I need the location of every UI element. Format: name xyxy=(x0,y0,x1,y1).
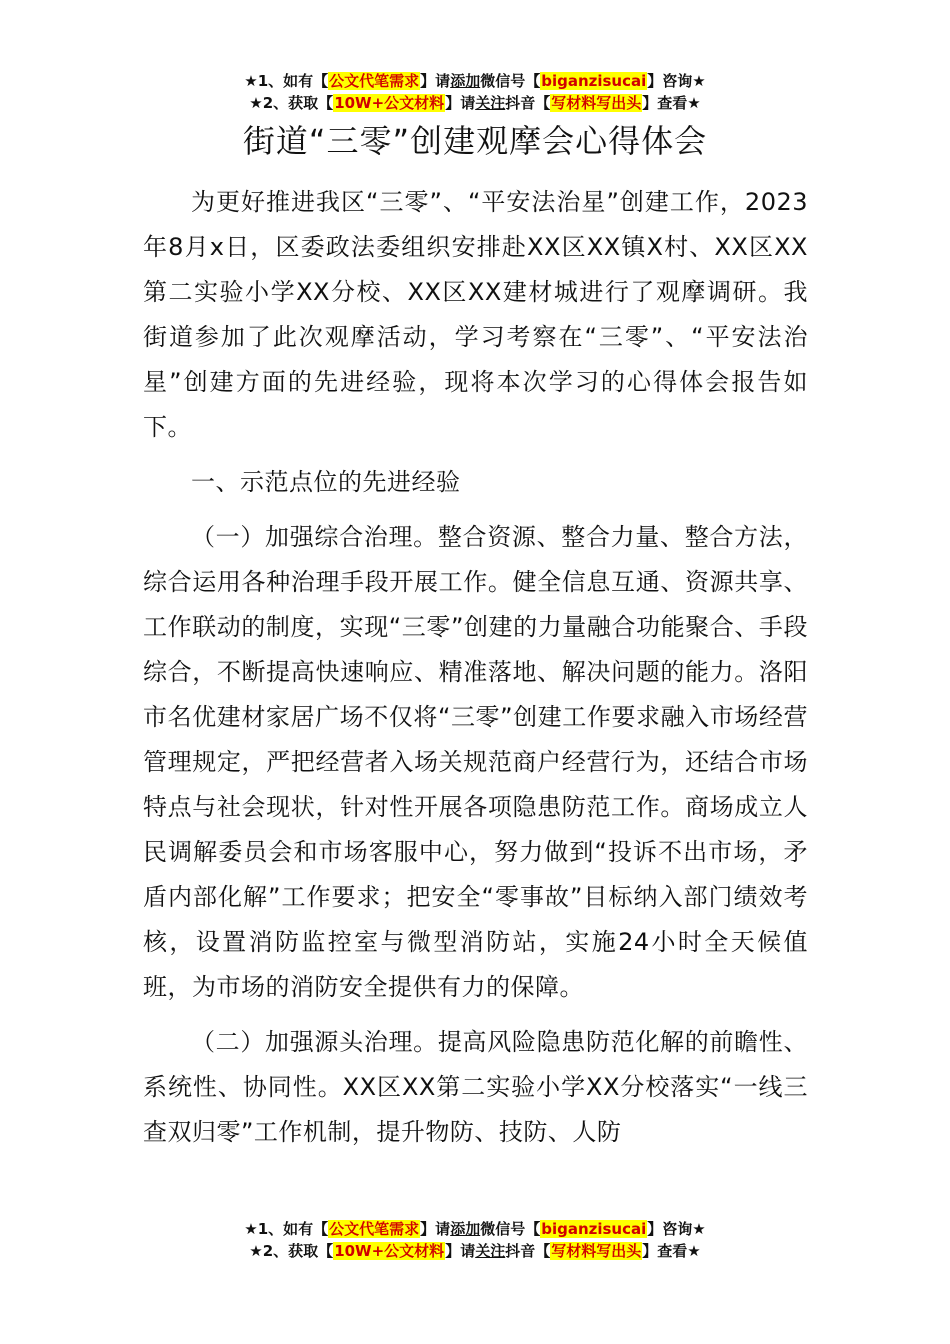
highlight-text: 10W+公文材料 xyxy=(334,94,445,112)
highlight-text: 写材料写出头 xyxy=(551,1242,642,1260)
highlight-text: 公文代笔需求 xyxy=(329,72,420,90)
document-title: 街道“三零”创建观摩会心得体会 xyxy=(242,122,708,160)
promo-line-2: ★2、获取【10W+公文材料】请关注抖音【写材料写出头】查看★ xyxy=(249,1242,701,1260)
highlight-text: biganzisucai xyxy=(541,1220,647,1238)
underlined-text: 添加 xyxy=(450,1220,481,1238)
paragraph-section-1: （一）加强综合治理。整合资源、整合力量、整合方法，综合运用各种治理手段开展工作。健全信息互通、资源共享、工作联动的制度，实现“三零”创建的力量融合功能聚合、手段综合，不断提高快速响应、精准落地、解决问题的能力。洛阳市名优建材家居广场不仅将“三零”创建工作要求融入市场经营管理规定，严把经营者入场关规范商户经营行为，还结合市场特点与社会现状，针对性开展各项隐患防范工作。商场成立人民调解委员会和市场客服中心，努力做到“投诉不出市场，矛盾内部化解”工作要求；把安全“零事故”目标纳入部门绩效考核，设置消防监控室与微型消防站，实施24小时全天候值班，为市场的消防安全提供有力的保障。 xyxy=(143,523,808,1001)
promo-line-1: ★1、如有【公文代笔需求】请添加微信号【biganzisucai】咨询★ xyxy=(244,1220,706,1238)
highlight-text: 10W+公文材料 xyxy=(334,1242,445,1260)
paragraph-intro: 为更好推进我区“三零”、“平安法治星”创建工作，2023年8月x日，区委政法委组织安排赴XX区XX镇X村、XX区XX第二实验小学XX分校、XX区XX建材城进行了观摩调研。我街道参加了此次观摩活动，学习考察在“三零”、“平安法治星”创建方面的先进经验，现将本次学习的心得体会报告如下。 xyxy=(143,188,808,441)
promo-banner-top xyxy=(0,70,950,114)
section-heading: 一、示范点位的先进经验 xyxy=(191,468,461,496)
highlight-text: 公文代笔需求 xyxy=(329,1220,420,1238)
highlight-text: biganzisucai xyxy=(541,72,647,90)
underlined-text: 关注 xyxy=(475,94,506,112)
paragraph-section-2: （二）加强源头治理。提高风险隐患防范化解的前瞻性、系统性、协同性。XX区XX第二实验小学XX分校落实“一线三查双归零”工作机制，提升物防、技防、人防 xyxy=(143,1028,808,1146)
promo-banner-bottom xyxy=(0,1218,950,1262)
underlined-text: 添加 xyxy=(450,72,481,90)
underlined-text: 关注 xyxy=(475,1242,506,1260)
promo-line-1: ★1、如有【公文代笔需求】请添加微信号【biganzisucai】咨询★ xyxy=(244,72,706,90)
highlight-text: 写材料写出头 xyxy=(551,94,642,112)
promo-line-2: ★2、获取【10W+公文材料】请关注抖音【写材料写出头】查看★ xyxy=(249,94,701,112)
document-body xyxy=(143,180,808,1155)
